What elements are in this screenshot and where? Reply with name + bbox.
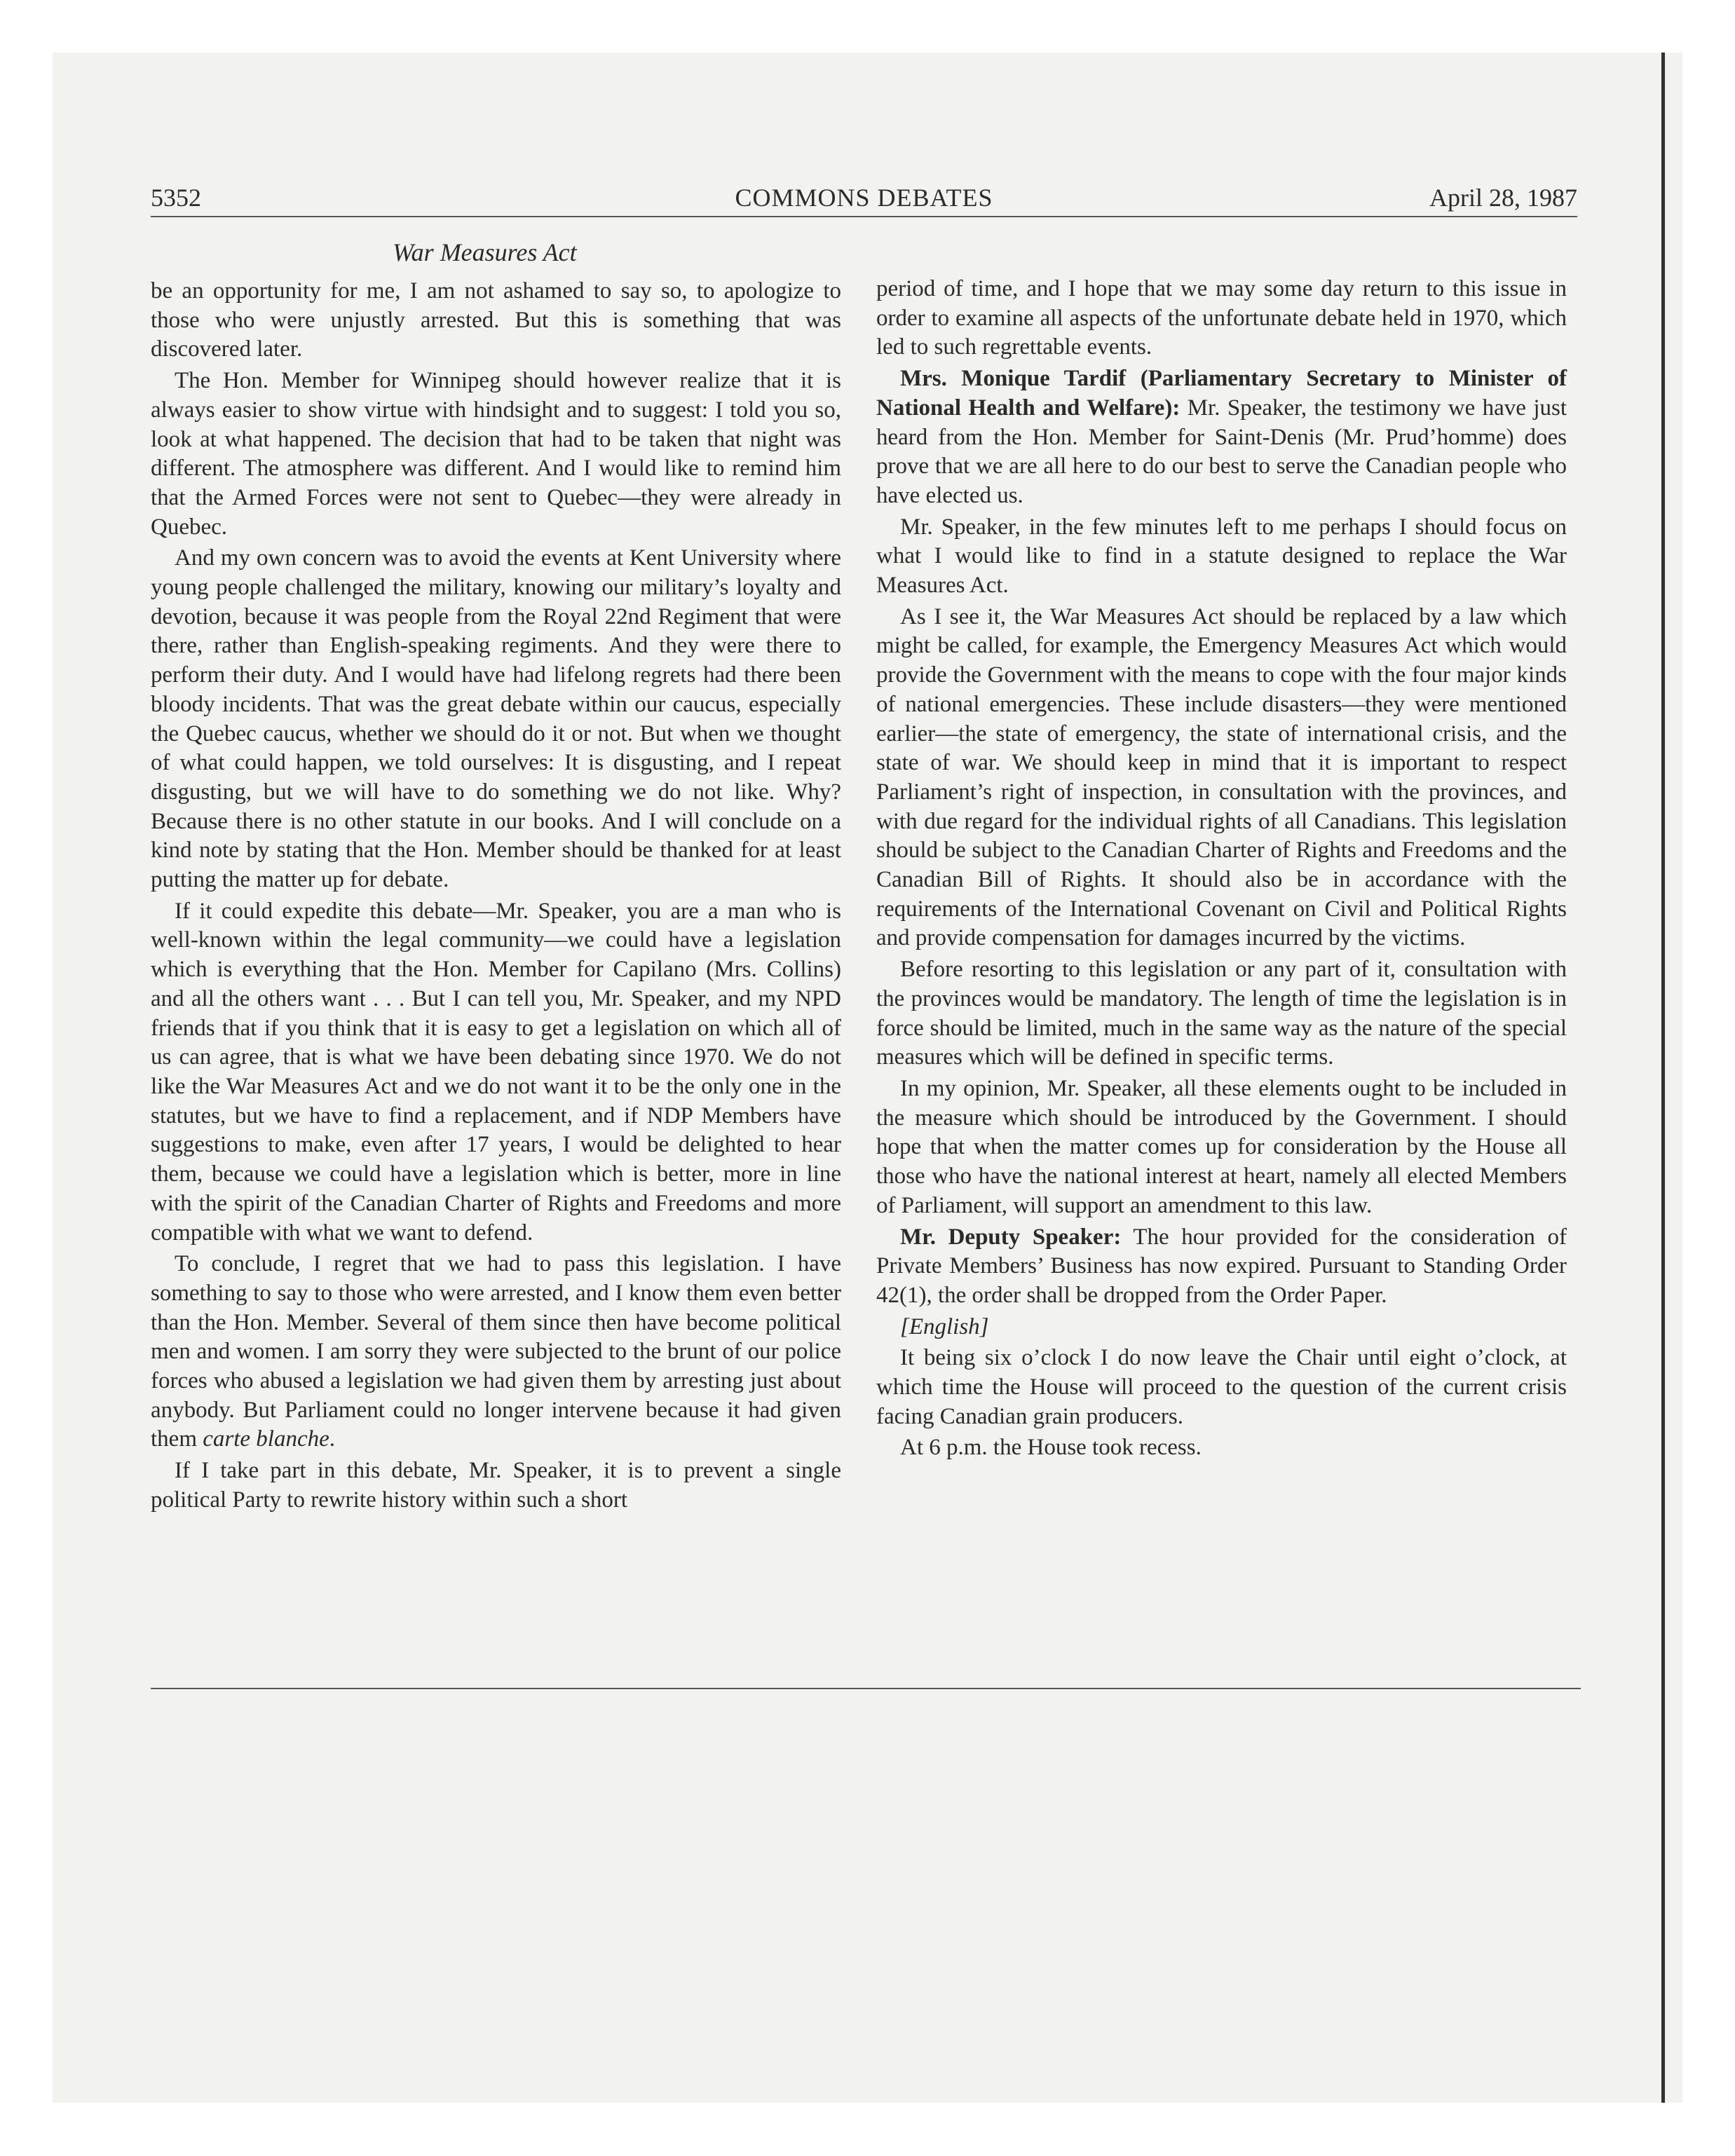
paragraph: And my own concern was to avoid the events at Kent University where young people challenged the military, knowing our military’s loyalty and devotion, because it was people from the Royal 22nd Regiment that were there, rather than English-speaking regiments. And they were there to perform their duty. And I would have had lifelong regrets had there been bloody incidents. That was the great debate within our caucus, especially the Quebec caucus, whether we should do it or not. But when we thought of what could happen, we told ourselves: It is disgusting, and I repeat disgusting, but we will have to do something we do not like. Why? Because there is no other statute in our books. And I will conclude on a kind note by stating that the Hon. Member should be thanked for at least putting the matter up for debate. — [151, 545, 841, 893]
paragraph: Before resorting to this legislation or any part of it, consultation with the provinces would be mandatory. The length of time the legislation is in force should be limited, much in the same way as the nature of the special measures which will be defined in specific terms. — [876, 957, 1567, 1070]
paragraph-text: To conclude, I regret that we had to pass this legislation. I have something to say to those who were arrested, and I know them even better than the Hon. Member. Several of them since then have become political men and women. I am sorry they were subjected to the brunt of our police forces who abused a legislation we had given them by arresting just about anybody. But Parliament could no longer intervene because it had given them — [151, 1251, 841, 1452]
journal-title: COMMONS DEBATES — [735, 184, 993, 212]
language-note: [English] — [900, 1314, 989, 1339]
paragraph: period of time, and I hope that we may some day return to this issue in order to examine all aspects of the unfortunate debate held in 1970, which led to such regrettable events. — [876, 276, 1567, 360]
paragraph-end: . — [329, 1426, 336, 1452]
paragraph-text: Mr. Speaker, the testimony we have just heard from the Hon. Member for Saint-Denis (Mr. Prud’homme) does prove that we are all here to do our best to serve the Canadian people who have elected us. — [876, 395, 1567, 508]
paragraph: As I see it, the War Measures Act should be replaced by a law which might be called, for example, the Emergency Measures Act which would provide the Government with the means to cope with the four major kinds of national emergencies. These include disasters—they were mentioned earlier—the state of emergency, the state of international crisis, and the state of war. We should keep in mind that it is important to respect Parliament’s right of inspection, in consultation with the provinces, and with due regard for the individual rights of all Canadians. This legislation should be subject to the Canadian Charter of Rights and Freedoms and the Canadian Bill of Rights. It should also be in accordance with the requirements of the International Covenant on Civil and Political Rights and provide compensation for damages incurred by the victims. — [876, 603, 1567, 951]
bottom-rule — [151, 1688, 1581, 1689]
right-column — [876, 275, 1567, 1465]
paragraph: be an opportunity for me, I am not ashamed to say so, to apologize to those who were unjustly arrested. But this is something that was discovered later. — [151, 278, 841, 362]
paragraph: If I take part in this debate, Mr. Speaker, it is to prevent a single political Party to rewrite history within such a short — [151, 1458, 841, 1513]
speaker-name: Mr. Deputy Speaker: — [900, 1224, 1122, 1250]
paragraph: In my opinion, Mr. Speaker, all these elements ought to be included in the measure which should be introduced by the Government. I should hope that when the matter comes up for consideration by the House all those who have the national interest at heart, namely all elected Members of Parliament, will support an amendment to this law. — [876, 1075, 1567, 1218]
issue-date: April 28, 1987 — [1429, 184, 1577, 212]
paragraph: Mr. Speaker, in the few minutes left to me perhaps I should focus on what I would like to find in a statute designed to replace the War Measures Act. — [876, 514, 1567, 599]
page-edge-shadow — [1661, 53, 1665, 2103]
left-column — [151, 277, 841, 1517]
running-head: War Measures Act — [393, 238, 577, 266]
paragraph: It being six o’clock I do now leave the Chair until eight o’clock, at which time the House will proceed to the question of the current crisis facing Canadian grain producers. — [876, 1345, 1567, 1429]
speaker-name: Mrs. Monique Tardif (Parliamentary Secretary to Minister of National Health and Welfare): — [876, 366, 1567, 421]
paragraph: At 6 p.m. the House took recess. — [900, 1435, 1202, 1461]
paragraph — [151, 1250, 841, 1454]
paragraph — [876, 1223, 1567, 1311]
paragraph — [876, 364, 1567, 511]
paragraph: If it could expedite this debate—Mr. Speaker, you are a man who is well-known within the legal community—we could have a legislation which is everything that the Hon. Member for Capilano (Mrs. Collins) and all the others want . . . But I can tell you, Mr. Speaker, and my NPD friends that if you think that it is easy to get a legislation on which all of us can agree, that is what we have been debating since 1970. We do not like the War Measures Act and we do not want it to be the only one in the statutes, but we have to find a replacement, and if NDP Members have suggestions to make, even after 17 years, I would be delighted to hear them, because we could have a legislation which is better, more in line with the spirit of the Canadian Charter of Rights and Freedoms and more compatible with what we want to defend. — [151, 898, 841, 1246]
page-number: 5352 — [151, 184, 201, 212]
page-header — [151, 179, 1577, 217]
paragraph: The Hon. Member for Winnipeg should however realize that it is always easier to show virtue with hindsight and to suggest: I told you so, look at what happened. The decision that had to be taken that night was different. The atmosphere was different. And I would like to remind him that the Armed Forces were not sent to Quebec—they were already in Quebec. — [151, 368, 841, 540]
italic-phrase: carte blanche — [203, 1426, 329, 1452]
header-rule — [151, 216, 1577, 217]
paragraph-text: The hour provided for the consideration of Private Members’ Business has now expired. Pursuant to Standing Order 42(1), the order shall be dropped from the Order Paper. — [876, 1224, 1567, 1308]
